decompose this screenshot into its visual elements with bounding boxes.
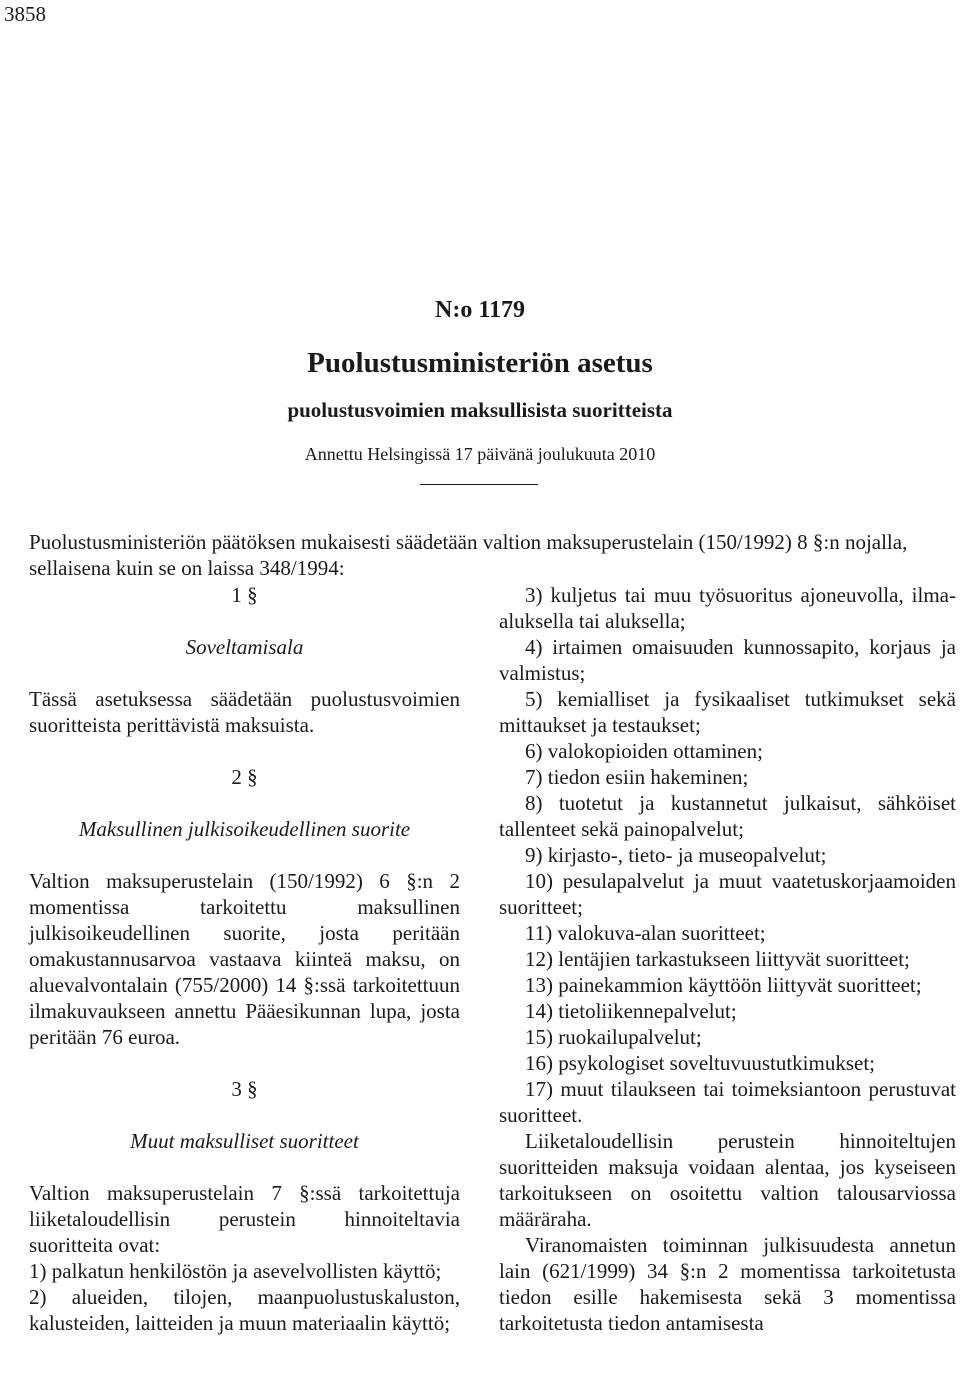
list-item: 1) palkatun henkilöstön ja asevelvollisten käyttö; (29, 1259, 442, 1283)
section-3-paragraph-2: Liiketaloudellisin perustein hinnoiteltujen suoritteiden maksuja voidaan alentaa, jos kyseiseen tarkoitukseen on osoitettu valtion talousarviossa määräraha. (499, 1129, 956, 1231)
given-date: Annettu Helsingissä 17 päivänä joulukuuta 2010 (304, 444, 656, 464)
list-item: 4) irtaimen omaisuuden kunnossapito, korjaus ja valmistus; (499, 635, 956, 685)
section-3-number: 3 § (231, 1077, 258, 1101)
list-item: 3) kuljetus tai muu työsuoritus ajoneuvolla, ilma-aluksella tai aluksella; (499, 583, 956, 633)
preamble: Puolustusministeriön päätöksen mukaisesti säädetään valtion maksuperustelain (150/1992) 8 §:n nojalla, sellaisena kuin se on laissa 348/1994: (29, 530, 908, 580)
section-1-number: 1 § (231, 583, 258, 607)
section-3-heading: Muut maksulliset suoritteet (130, 1129, 359, 1153)
section-1-heading: Soveltamisala (185, 635, 304, 659)
section-2-number: 2 § (231, 765, 258, 789)
list-item: 8) tuotetut ja kustannetut julkaisut, sähköiset tallenteet sekä painopalvelut; (499, 791, 956, 841)
spacer (29, 1050, 460, 1076)
document-subtitle: puolustusvoimien maksullisista suoritteista (287, 398, 673, 422)
section-3-intro: Valtion maksuperustelain 7 §:ssä tarkoitettuja liiketaloudellisin perustein hinnoiteltavia suoritteita ovat: (29, 1181, 460, 1257)
list-item: 7) tiedon esiin hakeminen; (525, 765, 749, 789)
list-item: 9) kirjasto-, tieto- ja museopalvelut; (525, 843, 827, 867)
list-item: 11) valokuva-alan suoritteet; (525, 921, 766, 945)
list-item: 14) tietoliikennepalvelut; (525, 999, 737, 1023)
page-number: 3858 (4, 2, 46, 26)
list-item: 2) alueiden, tilojen, maanpuolustuskaluston, kalusteiden, laitteiden ja muun materiaalin käyttö; (29, 1285, 460, 1335)
document-title: Puolustusministeriön asetus (307, 347, 653, 379)
list-item: 12) lentäjien tarkastukseen liittyvät suoritteet; (525, 947, 910, 971)
list-item: 13) painekammion käyttöön liittyvät suoritteet; (525, 973, 922, 997)
statute-number: N:o 1179 (435, 297, 525, 323)
section-1-text: Tässä asetuksessa säädetään puolustusvoimien suoritteista perittävistä maksuista. (29, 687, 460, 737)
spacer (29, 738, 460, 764)
section-2-text: Valtion maksuperustelain (150/1992) 6 §:n 2 momentissa tarkoitettu maksullinen julkisoikeudellinen suorite, josta peritään omakustannusarvoa vastaava kiinteä maksu, on aluevalvontalain (755/2000) 14 §:ssä tarkoitettuun ilmakuvaukseen annettu Pääesikunnan lupa, josta peritään 76 euroa. (29, 869, 460, 1049)
list-item: 17) muut tilaukseen tai toimeksiantoon perustuvat suoritteet. (499, 1077, 956, 1127)
list-item: 15) ruokailupalvelut; (525, 1025, 702, 1049)
list-item: 5) kemialliset ja fysikaaliset tutkimukset sekä mittaukset ja testaukset; (499, 687, 956, 737)
list-item: 16) psykologiset soveltuvuustutkimukset; (525, 1051, 875, 1075)
title-divider (420, 484, 538, 485)
list-item: 6) valokopioiden ottaminen; (525, 739, 763, 763)
section-2-heading: Maksullinen julkisoikeudellinen suorite (78, 817, 411, 841)
list-item: 10) pesulapalvelut ja muut vaatetuskorjaamoiden suoritteet; (499, 869, 956, 919)
section-3-paragraph-3: Viranomaisten toiminnan julkisuudesta annetun lain (621/1999) 34 §:n 2 momentissa tarkoitetusta tiedon esille hakemisesta sekä 3 momentissa tarkoitetusta tiedon antamisesta (499, 1233, 956, 1335)
left-column (29, 582, 460, 1336)
right-column (499, 582, 956, 1336)
